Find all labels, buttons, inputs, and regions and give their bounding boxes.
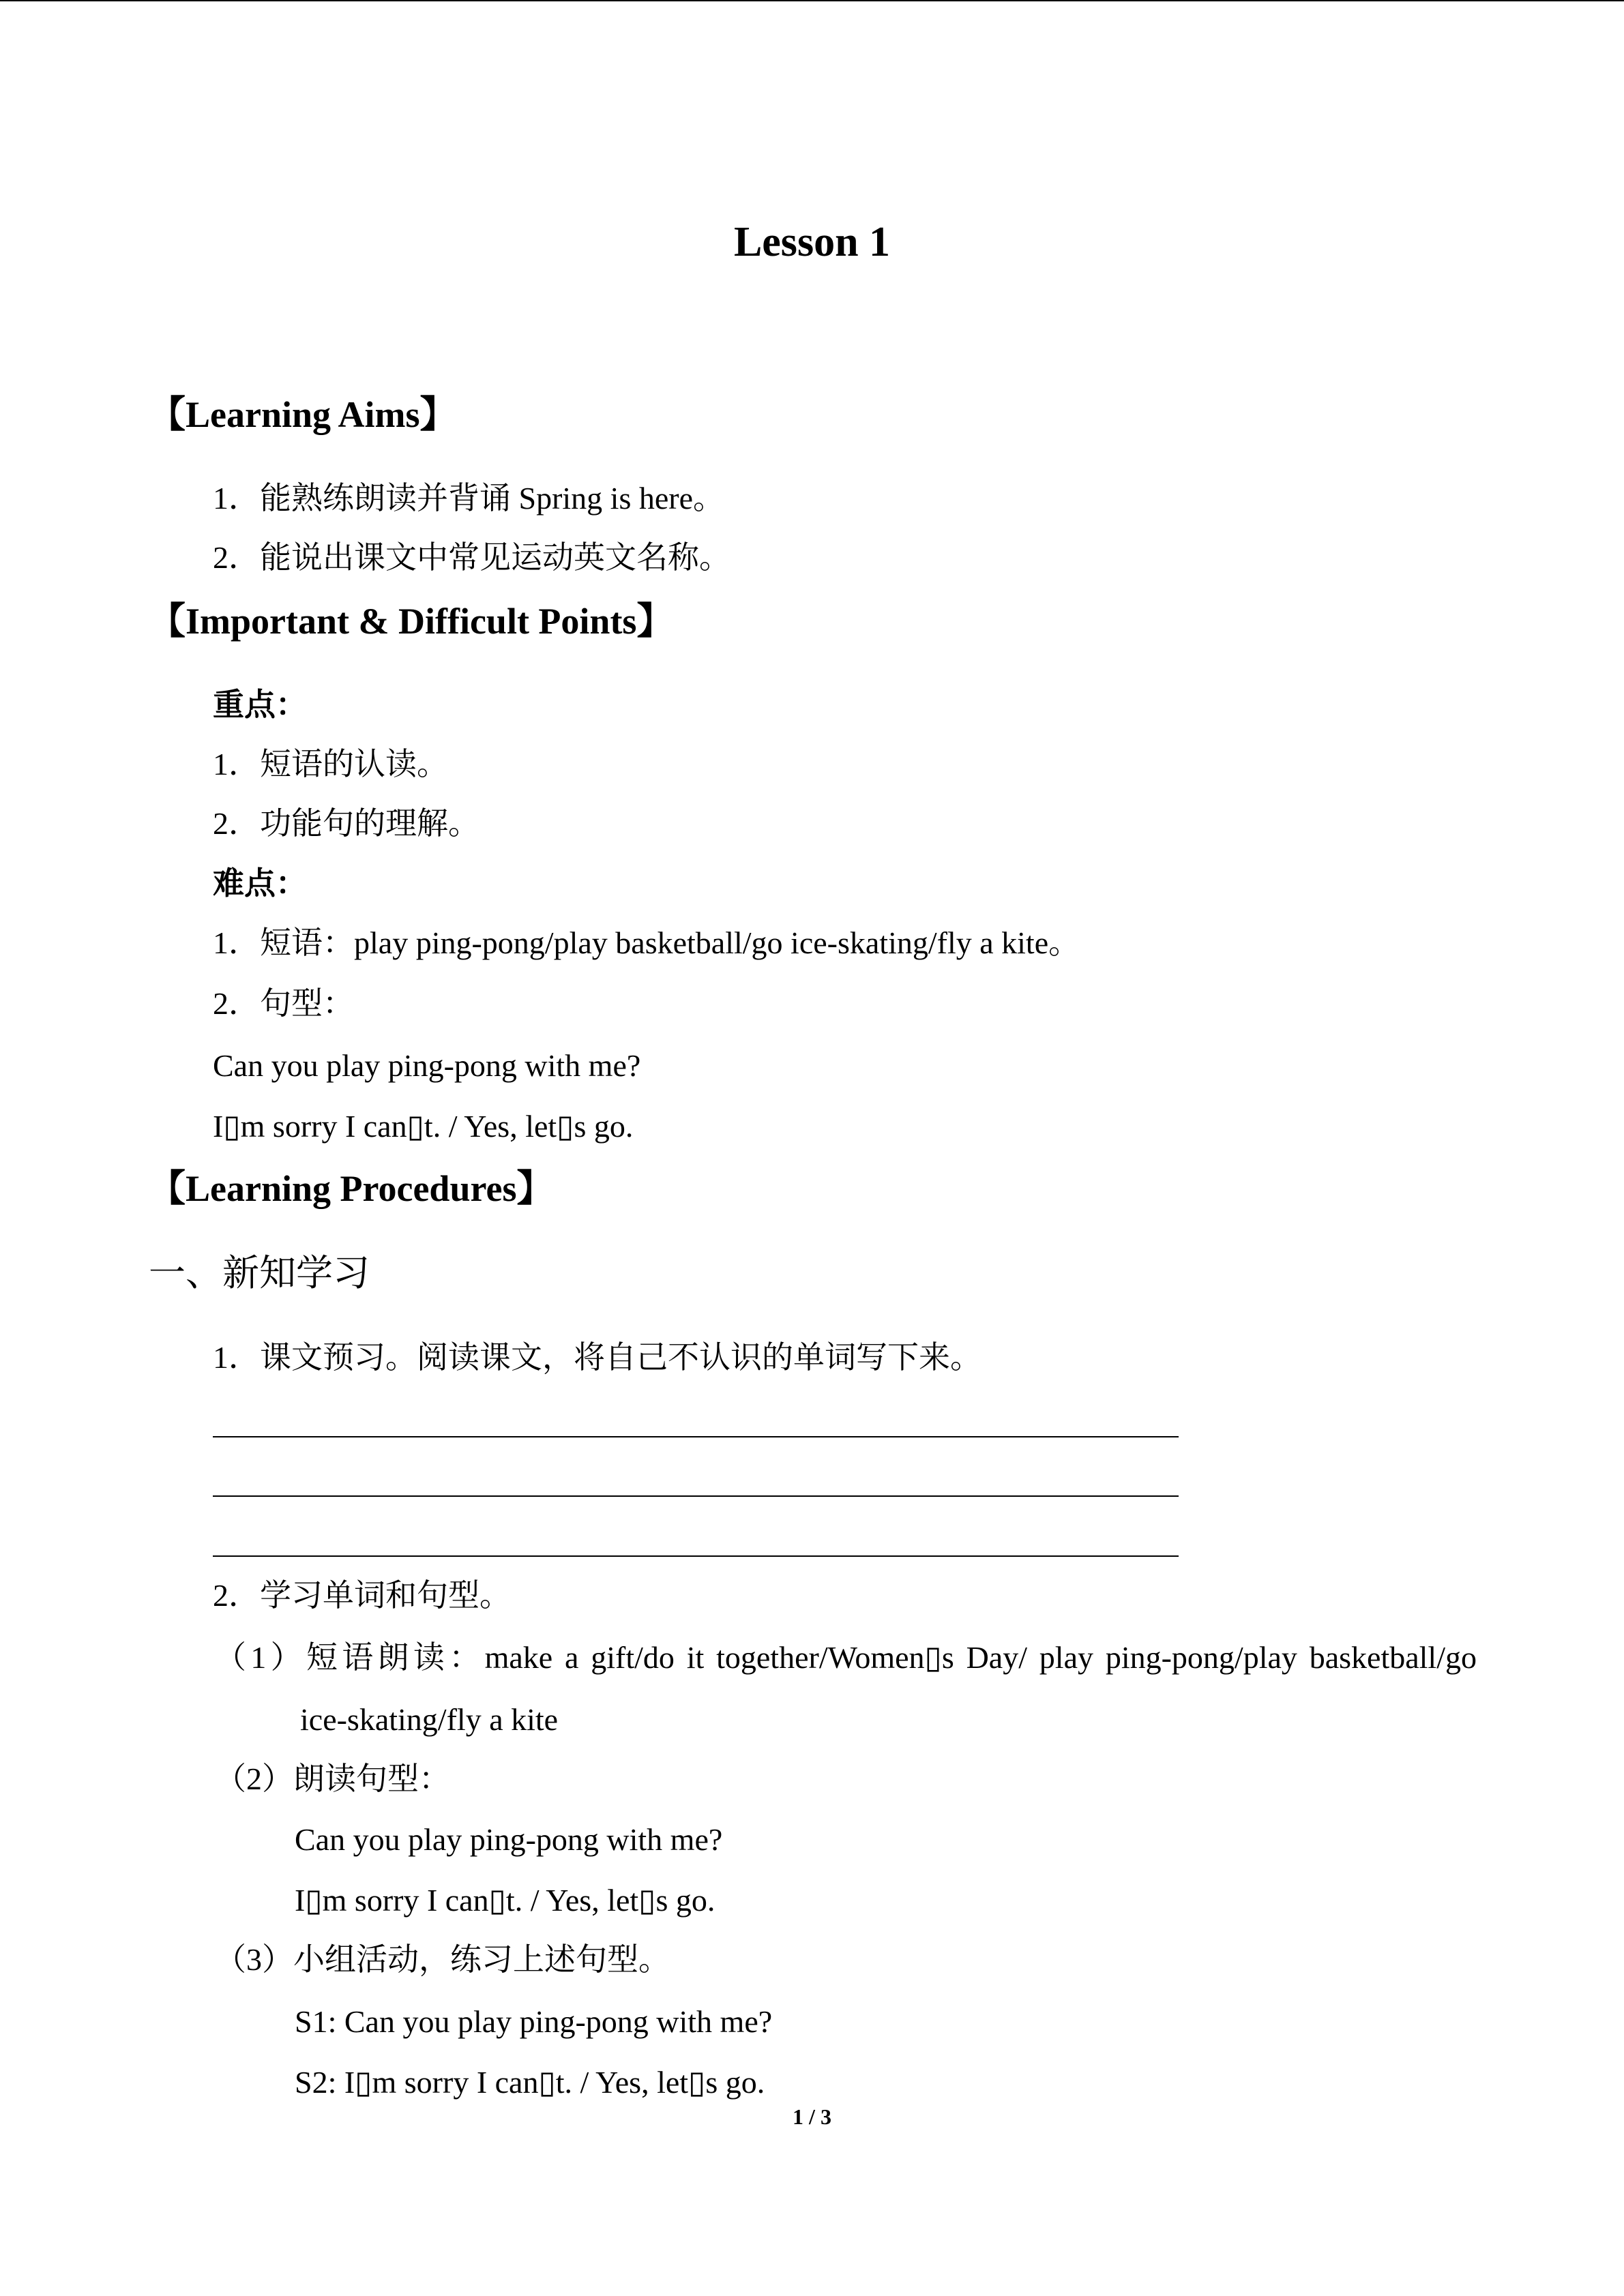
sentence-pattern-1: Can you play ping-pong with me? bbox=[213, 1048, 641, 1083]
procedures-heading: 【Learning Procedures】 bbox=[149, 1168, 554, 1209]
answer-line-1 bbox=[213, 1436, 1179, 1437]
key-point-item-1: 1．短语的认读。 bbox=[213, 747, 448, 781]
sub1-phrases-line1: （1）短语朗读：make a gift/do it together/Women▯s Day/ play ping-pong/play basketball/go bbox=[215, 1640, 1477, 1675]
points-heading: 【Important & Difficult Points】 bbox=[149, 601, 674, 642]
answer-line-3 bbox=[213, 1555, 1179, 1557]
answer-line-2 bbox=[213, 1495, 1179, 1497]
sub2-sentence-1: Can you play ping-pong with me? bbox=[295, 1822, 723, 1857]
learning-aims-heading: 【Learning Aims】 bbox=[149, 394, 457, 435]
aim-item-1: 1．能熟练朗读并背诵 Spring is here。 bbox=[213, 481, 725, 516]
difficult-point-item-2: 2．句型： bbox=[213, 986, 354, 1021]
key-point-item-2: 2．功能句的理解。 bbox=[213, 806, 479, 841]
aim-item-2: 2．能说出课文中常见运动英文名称。 bbox=[213, 540, 730, 575]
key-points-label: 重点： bbox=[213, 687, 307, 722]
sub3-instruction: （3）小组活动，练习上述句型。 bbox=[215, 1942, 670, 1977]
step2-instruction: 2．学习单词和句型。 bbox=[213, 1578, 511, 1613]
dialogue-line-s1: S1: Can you play ping-pong with me? bbox=[295, 2004, 773, 2039]
sentence-pattern-2: I▯m sorry I can▯t. / Yes, let▯s go. bbox=[213, 1109, 634, 1144]
page-number: 1 / 3 bbox=[793, 2104, 831, 2129]
difficult-point-item-1: 1．短语：play ping-pong/play basketball/go ice-skating/fly a kite。 bbox=[213, 925, 1080, 960]
step1-instruction: 1．课文预习。阅读课文，将自己不认识的单词写下来。 bbox=[213, 1340, 981, 1375]
sub2-sentence-2: I▯m sorry I can▯t. / Yes, let▯s go. bbox=[295, 1883, 715, 1918]
dialogue-line-s2: S2: I▯m sorry I can▯t. / Yes, let▯s go. bbox=[295, 2065, 765, 2100]
sub1-phrases-line2: ice-skating/fly a kite bbox=[300, 1702, 559, 1737]
sub2-instruction: （2）朗读句型： bbox=[215, 1761, 450, 1796]
page-title: Lesson 1 bbox=[733, 219, 891, 265]
part1-title: 一、新知学习 bbox=[149, 1253, 370, 1294]
difficult-points-label: 难点： bbox=[213, 866, 307, 901]
